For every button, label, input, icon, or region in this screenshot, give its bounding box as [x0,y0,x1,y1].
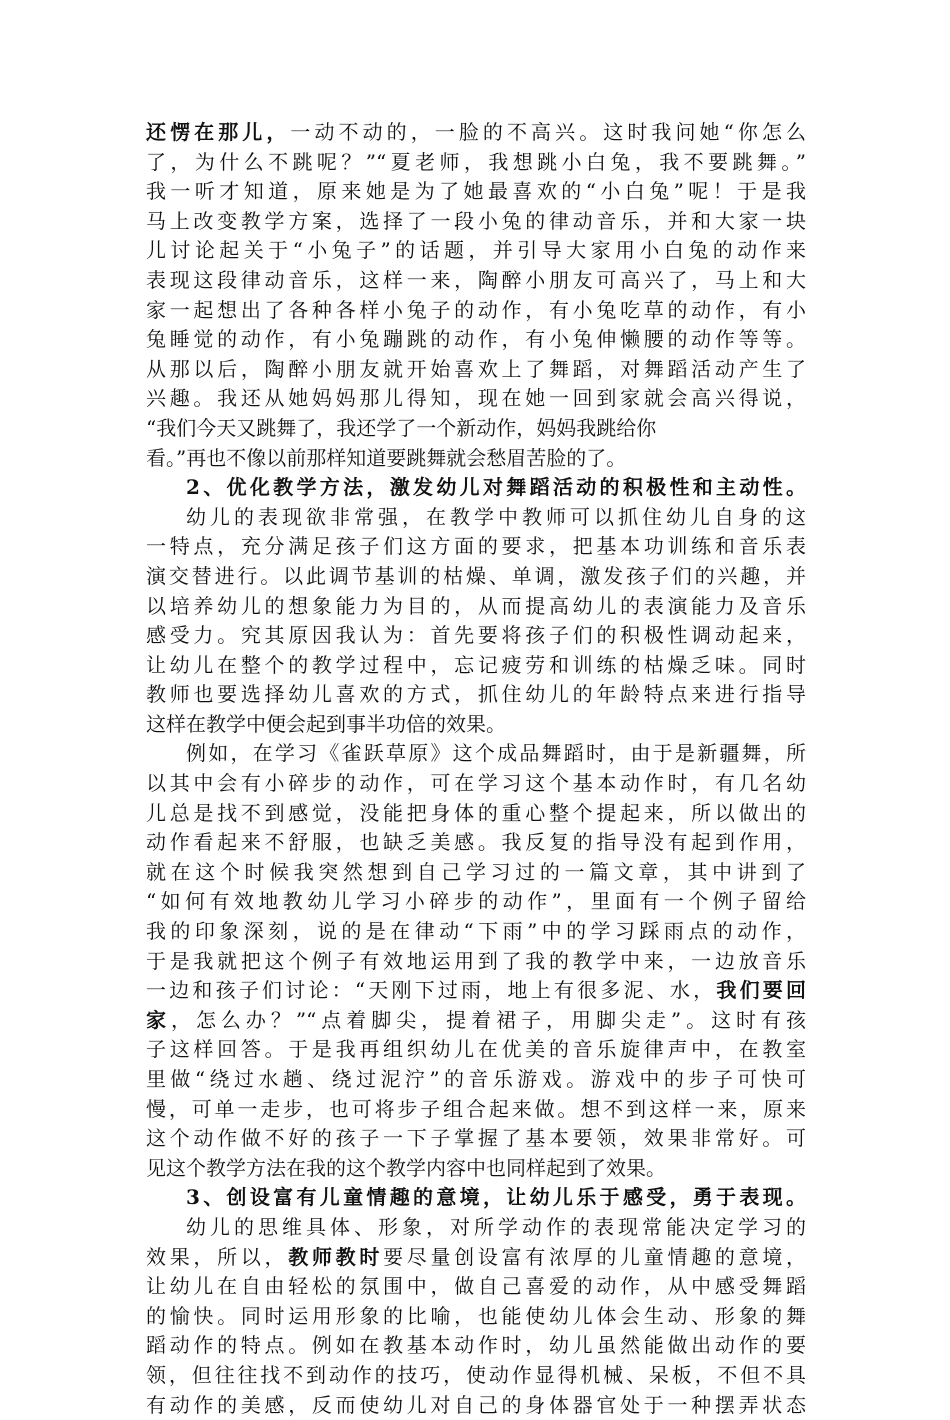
text-segment: 教师也要选择幼儿喜欢的方式，抓住幼儿的年龄特点来进行指导 [146,682,806,707]
text-segment: “如何有效地教幼儿学习小碎步的动作”，里面有一个例子留给 [146,889,806,914]
text-segment: 幼儿的思维具体、形象，对所学动作的表现常能决定学习的 [186,1214,806,1239]
text-segment: 子这样回答。于是我再组织幼儿在优美的音乐旋律声中，在教室 [146,1037,806,1062]
text-segment: 一边和孩子们讨论：“天刚下过雨，地上有很多泥、水， [146,978,717,1003]
text-segment: 家一起想出了各种各样小兔子的动作，有小兔吃草的动作，有小 [146,297,806,322]
text-segment: 这样在教学中便会起到事半功倍的效果。 [146,711,506,736]
text-line [146,148,806,178]
text-segment: 2、优化教学方法，激发幼儿对舞蹈活动的积极性和主动性。 [186,475,806,500]
body-text [146,118,806,1420]
text-segment: 例如，在学习《雀跃草原》这个成品舞蹈时，由于是新疆舞，所 [186,741,806,766]
text-line [146,739,806,769]
text-segment: 领，但往往找不到动作的技巧，使动作显得机械、呆板，不但不具 [146,1362,806,1387]
text-segment: 儿讨论起关于“小兔子”的话题，并引导大家用小白兔的动作来 [146,238,806,263]
text-line [146,710,806,740]
text-line [146,355,806,385]
text-segment: 家 [146,1007,171,1032]
text-line [146,976,806,1006]
text-segment: 见这个教学方法在我的这个教学内容中也同样起到了效果。 [146,1155,666,1180]
text-segment: 看。”再也不像以前那样知道要跳舞就会愁眉苦脸的了。 [146,445,627,470]
text-line [146,1006,806,1036]
text-line [146,503,806,533]
text-line [146,1272,806,1302]
text-segment: 这个动作做不好的孩子一下子掌握了基本要领，效果非常好。可 [146,1126,806,1151]
text-segment: 于是我就把这个例子有效地运用到了我的教学中来，一边放音乐 [146,948,806,973]
text-line [146,236,806,266]
text-segment: 兴趣。我还从她妈妈那儿得知，现在她一回到家就会高兴得说， [146,386,806,411]
text-line [146,592,806,622]
text-line [146,444,806,474]
section-heading [146,473,806,503]
text-segment: 表现这段律动音乐，这样一来，陶醉小朋友可高兴了，马上和大 [146,267,806,292]
text-segment: 教师教时 [288,1244,384,1269]
text-segment: 里做“绕过水趟、绕过泥泞”的音乐游戏。游戏中的步子可快可 [146,1067,806,1091]
text-segment: 演交替进行。以此调节基训的枯燥、单调，激发孩子们的兴趣，并 [146,563,806,588]
text-line [146,1095,806,1125]
text-segment: 一特点，充分满足孩子们这方面的要求，把基本功训练和音乐表 [146,534,806,559]
text-line [146,414,806,444]
text-line [146,266,806,296]
text-segment: 3、创设富有儿童情趣的意境，让幼儿乐于感受，勇于表现。 [186,1185,806,1210]
text-segment: 蹈动作的特点。例如在教基本动作时，幼儿虽然能做出动作的要 [146,1333,806,1358]
text-line [146,680,806,710]
text-segment: 幼儿的表现欲非常强，在教学中教师可以抓住幼儿自身的这 [186,504,806,529]
text-line [146,207,806,237]
text-segment: 马上改变教学方案，选择了一段小兔的律动音乐，并和大家一块 [146,208,806,233]
text-line [146,1361,806,1391]
text-line [146,621,806,651]
text-line [146,1065,806,1095]
text-segment: 感受力。究其原因我认为：首先要将孩子们的积极性调动起来， [146,623,806,648]
text-line [146,917,806,947]
text-segment: 让幼儿在自由轻松的氛围中，做自己喜爱的动作，从中感受舞蹈 [146,1274,806,1299]
text-segment: 兔睡觉的动作，有小兔蹦跳的动作，有小兔伸懒腰的动作等等。 [146,327,806,352]
text-segment: 有动作的美感，反而使幼儿对自己的身体器官处于一种摆弄状态 [146,1392,806,1417]
text-line [146,947,806,977]
text-segment: 了，为什么不跳呢？”“夏老师，我想跳小白兔，我不要跳舞。” [146,149,806,174]
section-heading [146,1183,806,1213]
text-line [146,1243,806,1273]
text-segment: 以其中会有小碎步的动作，可在学习这个基本动作时，有几名幼 [146,771,806,796]
text-line [146,1391,806,1420]
text-segment: 让幼儿在整个的教学过程中，忘记疲劳和训练的枯燥乏味。同时 [146,652,806,677]
text-segment: 一动不动的，一脸的不高兴。这时我问她“你怎么 [290,120,807,144]
text-segment: 要尽量创设富有浓厚的儿童情趣的意境， [383,1244,807,1269]
text-segment: 我的印象深刻，说的是在律动“下雨”中的学习踩雨点的动作， [146,919,806,944]
text-line [146,562,806,592]
text-line [146,828,806,858]
text-segment: “我们今天又跳舞了，我还学了一个新动作，妈妈我跳给你 [146,415,657,440]
text-line [146,1213,806,1243]
text-segment: 慢，可单一走步，也可将步子组合起来做。想不到这样一来，原来 [146,1096,806,1121]
text-line [146,1154,806,1184]
text-segment: 儿总是找不到感觉，没能把身体的重心整个提起来，所以做出的 [146,800,806,825]
text-line [146,769,806,799]
text-segment: 我们要回 [716,978,806,1003]
text-segment: 我一听才知道，原来她是为了她最喜欢的“小白兔”呢！于是我 [146,179,806,204]
text-segment: 就在这个时候我突然想到自己学习过的一篇文章，其中讲到了 [146,859,806,884]
text-line [146,1035,806,1065]
text-segment: 的愉快。同时运用形象的比喻，也能使幼儿体会生动、形象的舞 [146,1303,806,1328]
text-segment: 动作看起来不舒服，也缺乏美感。我反复的指导没有起到作用， [146,830,806,855]
text-line [146,858,806,888]
text-line [146,1331,806,1361]
text-line [146,887,806,917]
text-line [146,799,806,829]
text-line [146,177,806,207]
text-line [146,384,806,414]
text-segment: 以培养幼儿的想象能力为目的，从而提高幼儿的表演能力及音乐 [146,593,806,618]
text-segment: ，怎么办？”“点着脚尖，提着裙子，用脚尖走”。这时有孩 [170,1007,806,1032]
text-line [146,296,806,326]
text-line [146,1302,806,1332]
text-line [146,325,806,355]
text-segment: 从那以后，陶醉小朋友就开始喜欢上了舞蹈，对舞蹈活动产生了 [146,356,806,381]
text-line [146,532,806,562]
text-line [146,118,806,148]
text-segment: 还愣在那儿， [146,120,291,144]
text-line [146,1124,806,1154]
text-line [146,651,806,681]
text-segment: 效果，所以， [146,1244,289,1269]
